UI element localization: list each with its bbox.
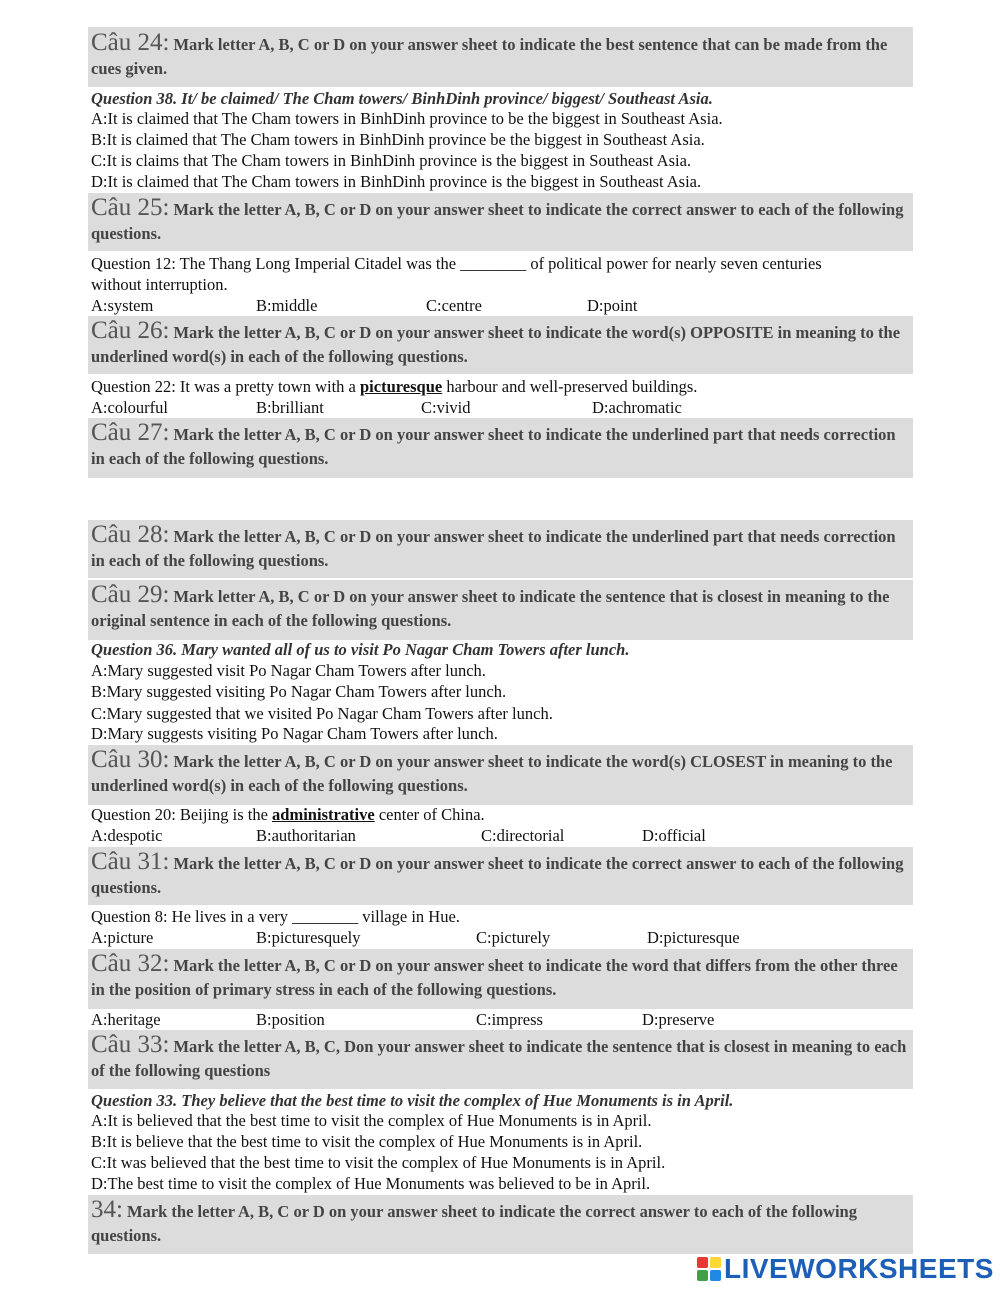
option-b: B:middle	[256, 296, 318, 315]
question-text	[91, 377, 697, 397]
section-instruction: Mark letter A, B, C or D on your answer sheet to indicate the sentence that is closest in meaning to the original sentence in each of the following questions.	[91, 587, 890, 630]
option-b: B:picturesquely	[256, 928, 361, 947]
option-c: C:impress	[476, 1010, 543, 1029]
option-c: C:It was believed that the best time to visit the complex of Hue Monuments is in April.	[91, 1153, 666, 1172]
section-instruction: Mark the letter A, B, C or D on your answer sheet to indicate the underlined part that needs correction in each of the following questions.	[91, 527, 896, 570]
section-number: Câu 29:	[91, 581, 170, 608]
option-b: B:brilliant	[256, 398, 324, 417]
section-header-25	[88, 193, 913, 251]
underlined-word: administrative	[272, 805, 375, 824]
section-instruction: Mark the letter A, B, C or D on your answer sheet to indicate the word that differs from the other three in the position of primary stress in each of the following questions.	[91, 956, 898, 999]
option-a: A:It is believed that the best time to visit the complex of Hue Monuments is in April.	[91, 1111, 652, 1130]
question-text: Question 12: The Thang Long Imperial Citadel was the ________ of political power for nearly seven centuries	[91, 254, 822, 273]
option-d: D:preserve	[642, 1010, 715, 1029]
option-a: A:heritage	[91, 1010, 161, 1029]
option-a: A:Mary suggested visit Po Nagar Cham Towers after lunch.	[91, 661, 486, 680]
section-number: Câu 25:	[91, 194, 170, 221]
section-number: Câu 28:	[91, 521, 170, 548]
section-instruction: Mark letter A, B, C or D on your answer sheet to indicate the best sentence that can be made from the cues given.	[91, 35, 888, 78]
question-text: Question 38. It/ be claimed/ The Cham towers/ BinhDinh province/ biggest/ Southeast Asia.	[91, 89, 713, 108]
option-c: C:directorial	[481, 826, 565, 845]
section-instruction: Mark the letter A, B, C or D on your answer sheet to indicate the correct answer to each of the following questions.	[91, 854, 904, 897]
section-number: Câu 24:	[91, 29, 170, 56]
section-header-24	[88, 27, 913, 87]
logo-square	[710, 1257, 721, 1268]
option-a: A:picture	[91, 928, 154, 947]
section-instruction: Mark the letter A, B, C or D on your answer sheet to indicate the underlined part that needs correction in each of the following questions.	[91, 425, 896, 468]
section-number: Câu 32:	[91, 950, 170, 977]
section-number: 34:	[91, 1196, 123, 1223]
option-c: C:picturely	[476, 928, 551, 947]
logo-square	[697, 1257, 708, 1268]
section-instruction: Mark the letter A, B, C or D on your answer sheet to indicate the word(s) CLOSEST in meaning to the underlined word(s) in each of the following questions.	[91, 752, 893, 795]
option-b: B:It is believe that the best time to visit the complex of Hue Monuments is in April.	[91, 1132, 643, 1151]
question-text	[91, 805, 485, 825]
section-instruction: Mark the letter A, B, C or D on your answer sheet to indicate the correct answer to each of the following questions.	[91, 200, 904, 243]
section-instruction: Mark the letter A, B, C or D on your answer sheet to indicate the word(s) OPPOSITE in meaning to the underlined word(s) in each of the following questions.	[91, 323, 901, 366]
section-header-29	[88, 580, 913, 640]
question-text: Question 8: He lives in a very ________ village in Hue.	[91, 907, 460, 926]
option-d: D:The best time to visit the complex of Hue Monuments was believed to be in April.	[91, 1174, 651, 1193]
option-a: A:despotic	[91, 826, 163, 845]
option-c: C:Mary suggested that we visited Po Nagar Cham Towers after lunch.	[91, 704, 553, 723]
section-header-28	[88, 520, 913, 578]
question-text-cont: without interruption.	[91, 275, 228, 294]
question-pre: Question 22: It was a pretty town with a	[91, 377, 360, 396]
option-b: B:Mary suggested visiting Po Nagar Cham Towers after lunch.	[91, 682, 507, 701]
question-text: Question 36. Mary wanted all of us to visit Po Nagar Cham Towers after lunch.	[91, 640, 630, 659]
option-a: A:system	[91, 296, 154, 315]
option-b: B:authoritarian	[256, 826, 356, 845]
logo-text: LIVEWORKSHEETS	[724, 1253, 994, 1284]
logo-square	[710, 1270, 721, 1281]
logo-square	[697, 1270, 708, 1281]
question-text: Question 33. They believe that the best time to visit the complex of Hue Monuments is in April.	[91, 1091, 734, 1110]
section-number: Câu 26:	[91, 317, 170, 344]
option-d: D:It is claimed that The Cham towers in BinhDinh province is the biggest in Southeast Asia.	[91, 172, 702, 191]
section-number: Câu 31:	[91, 848, 170, 875]
section-header-32	[88, 949, 913, 1009]
option-c: C:centre	[426, 296, 482, 315]
section-header-30	[88, 745, 913, 805]
section-instruction: Mark the letter A, B, C or D on your answer sheet to indicate the correct answer to each of the following questions.	[91, 1202, 857, 1245]
section-header-26	[88, 316, 913, 374]
section-number: Câu 27:	[91, 419, 170, 446]
section-header-34	[88, 1195, 913, 1254]
option-b: B:position	[256, 1010, 325, 1029]
option-d: D:picturesque	[647, 928, 740, 947]
section-instruction: Mark the letter A, B, C, Don your answer sheet to indicate the sentence that is closest in meaning to each of the following questions	[91, 1037, 907, 1080]
option-d: D:official	[642, 826, 706, 845]
section-header-33	[88, 1030, 913, 1089]
section-number: Câu 33:	[91, 1031, 170, 1058]
option-d: D:point	[587, 296, 638, 315]
option-d: D:achromatic	[592, 398, 682, 417]
section-number: Câu 30:	[91, 746, 170, 773]
section-header-27	[88, 418, 913, 478]
option-a: A:It is claimed that The Cham towers in BinhDinh province to be the biggest in Southeast Asia.	[91, 109, 723, 128]
liveworksheets-logo	[697, 1254, 994, 1284]
option-a: A:colourful	[91, 398, 168, 417]
option-c: C:vivid	[421, 398, 471, 417]
logo-mark-icon	[697, 1257, 721, 1281]
question-post: center of China.	[374, 805, 485, 824]
option-d: D:Mary suggests visiting Po Nagar Cham Towers after lunch.	[91, 724, 498, 743]
section-header-31	[88, 847, 913, 905]
option-c: C:It is claims that The Cham towers in BinhDinh province is the biggest in Southeast Asia.	[91, 151, 692, 170]
question-post: harbour and well-preserved buildings.	[442, 377, 698, 396]
underlined-word: picturesque	[360, 377, 443, 396]
option-b: B:It is claimed that The Cham towers in BinhDinh province be the biggest in Southeast Asia.	[91, 130, 705, 149]
question-pre: Question 20: Beijing is the	[91, 805, 273, 824]
